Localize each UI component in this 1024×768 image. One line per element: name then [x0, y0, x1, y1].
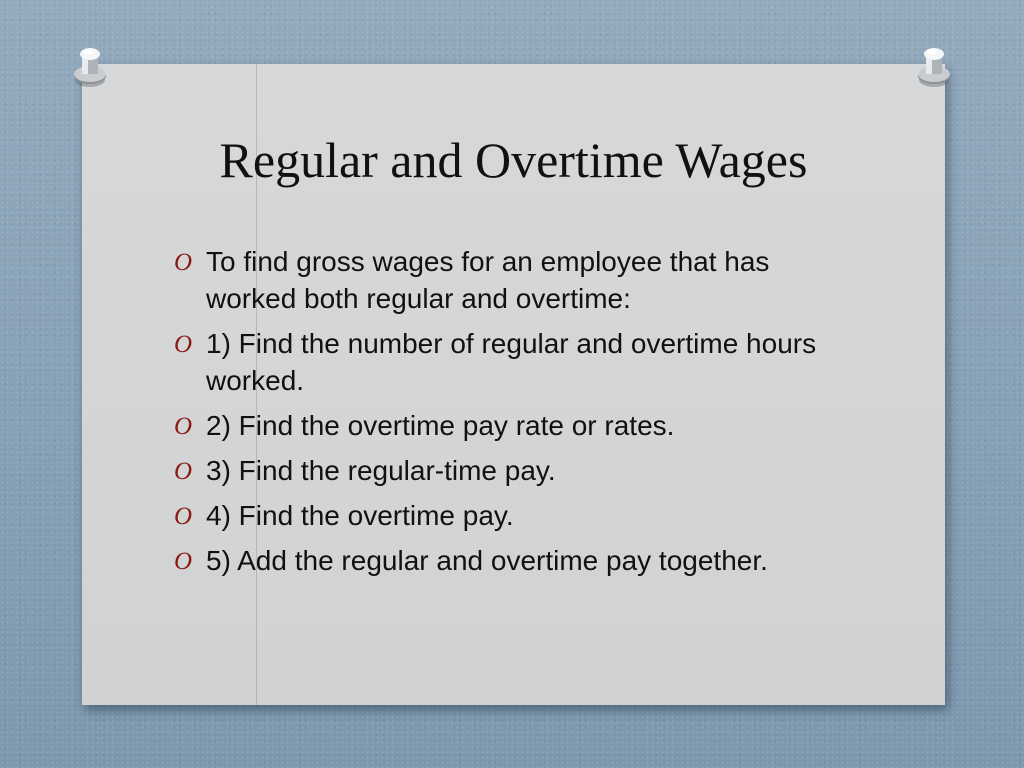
bullet-text: 4) Find the overtime pay. [206, 500, 514, 531]
bullet-item [172, 325, 852, 399]
bullet-text: 5) Add the regular and overtime pay together. [206, 545, 768, 576]
bullet-text: 1) Find the number of regular and overtime hours worked. [206, 328, 817, 396]
bullet-marker: O [174, 458, 193, 485]
bullet-marker: O [174, 548, 193, 575]
bullet-marker: O [174, 413, 193, 440]
bullet-marker: O [174, 503, 193, 530]
slide-title: Regular and Overtime Wages [219, 132, 808, 188]
bullet-marker: O [174, 249, 193, 276]
bullet-text: To find gross wages for an employee that has worked both regular and overtime: [206, 246, 770, 314]
pushpin-icon [914, 42, 954, 88]
bullet-marker: O [174, 331, 193, 358]
bullet-item [172, 243, 852, 317]
bullet-item [172, 542, 852, 579]
bullet-item [172, 407, 852, 444]
bullet-item [172, 497, 852, 534]
bullet-text: 3) Find the regular-time pay. [206, 455, 556, 486]
bullet-list [172, 243, 852, 587]
bullet-item [172, 452, 852, 489]
pushpin-icon [70, 42, 110, 88]
bullet-text: 2) Find the overtime pay rate or rates. [206, 410, 675, 441]
